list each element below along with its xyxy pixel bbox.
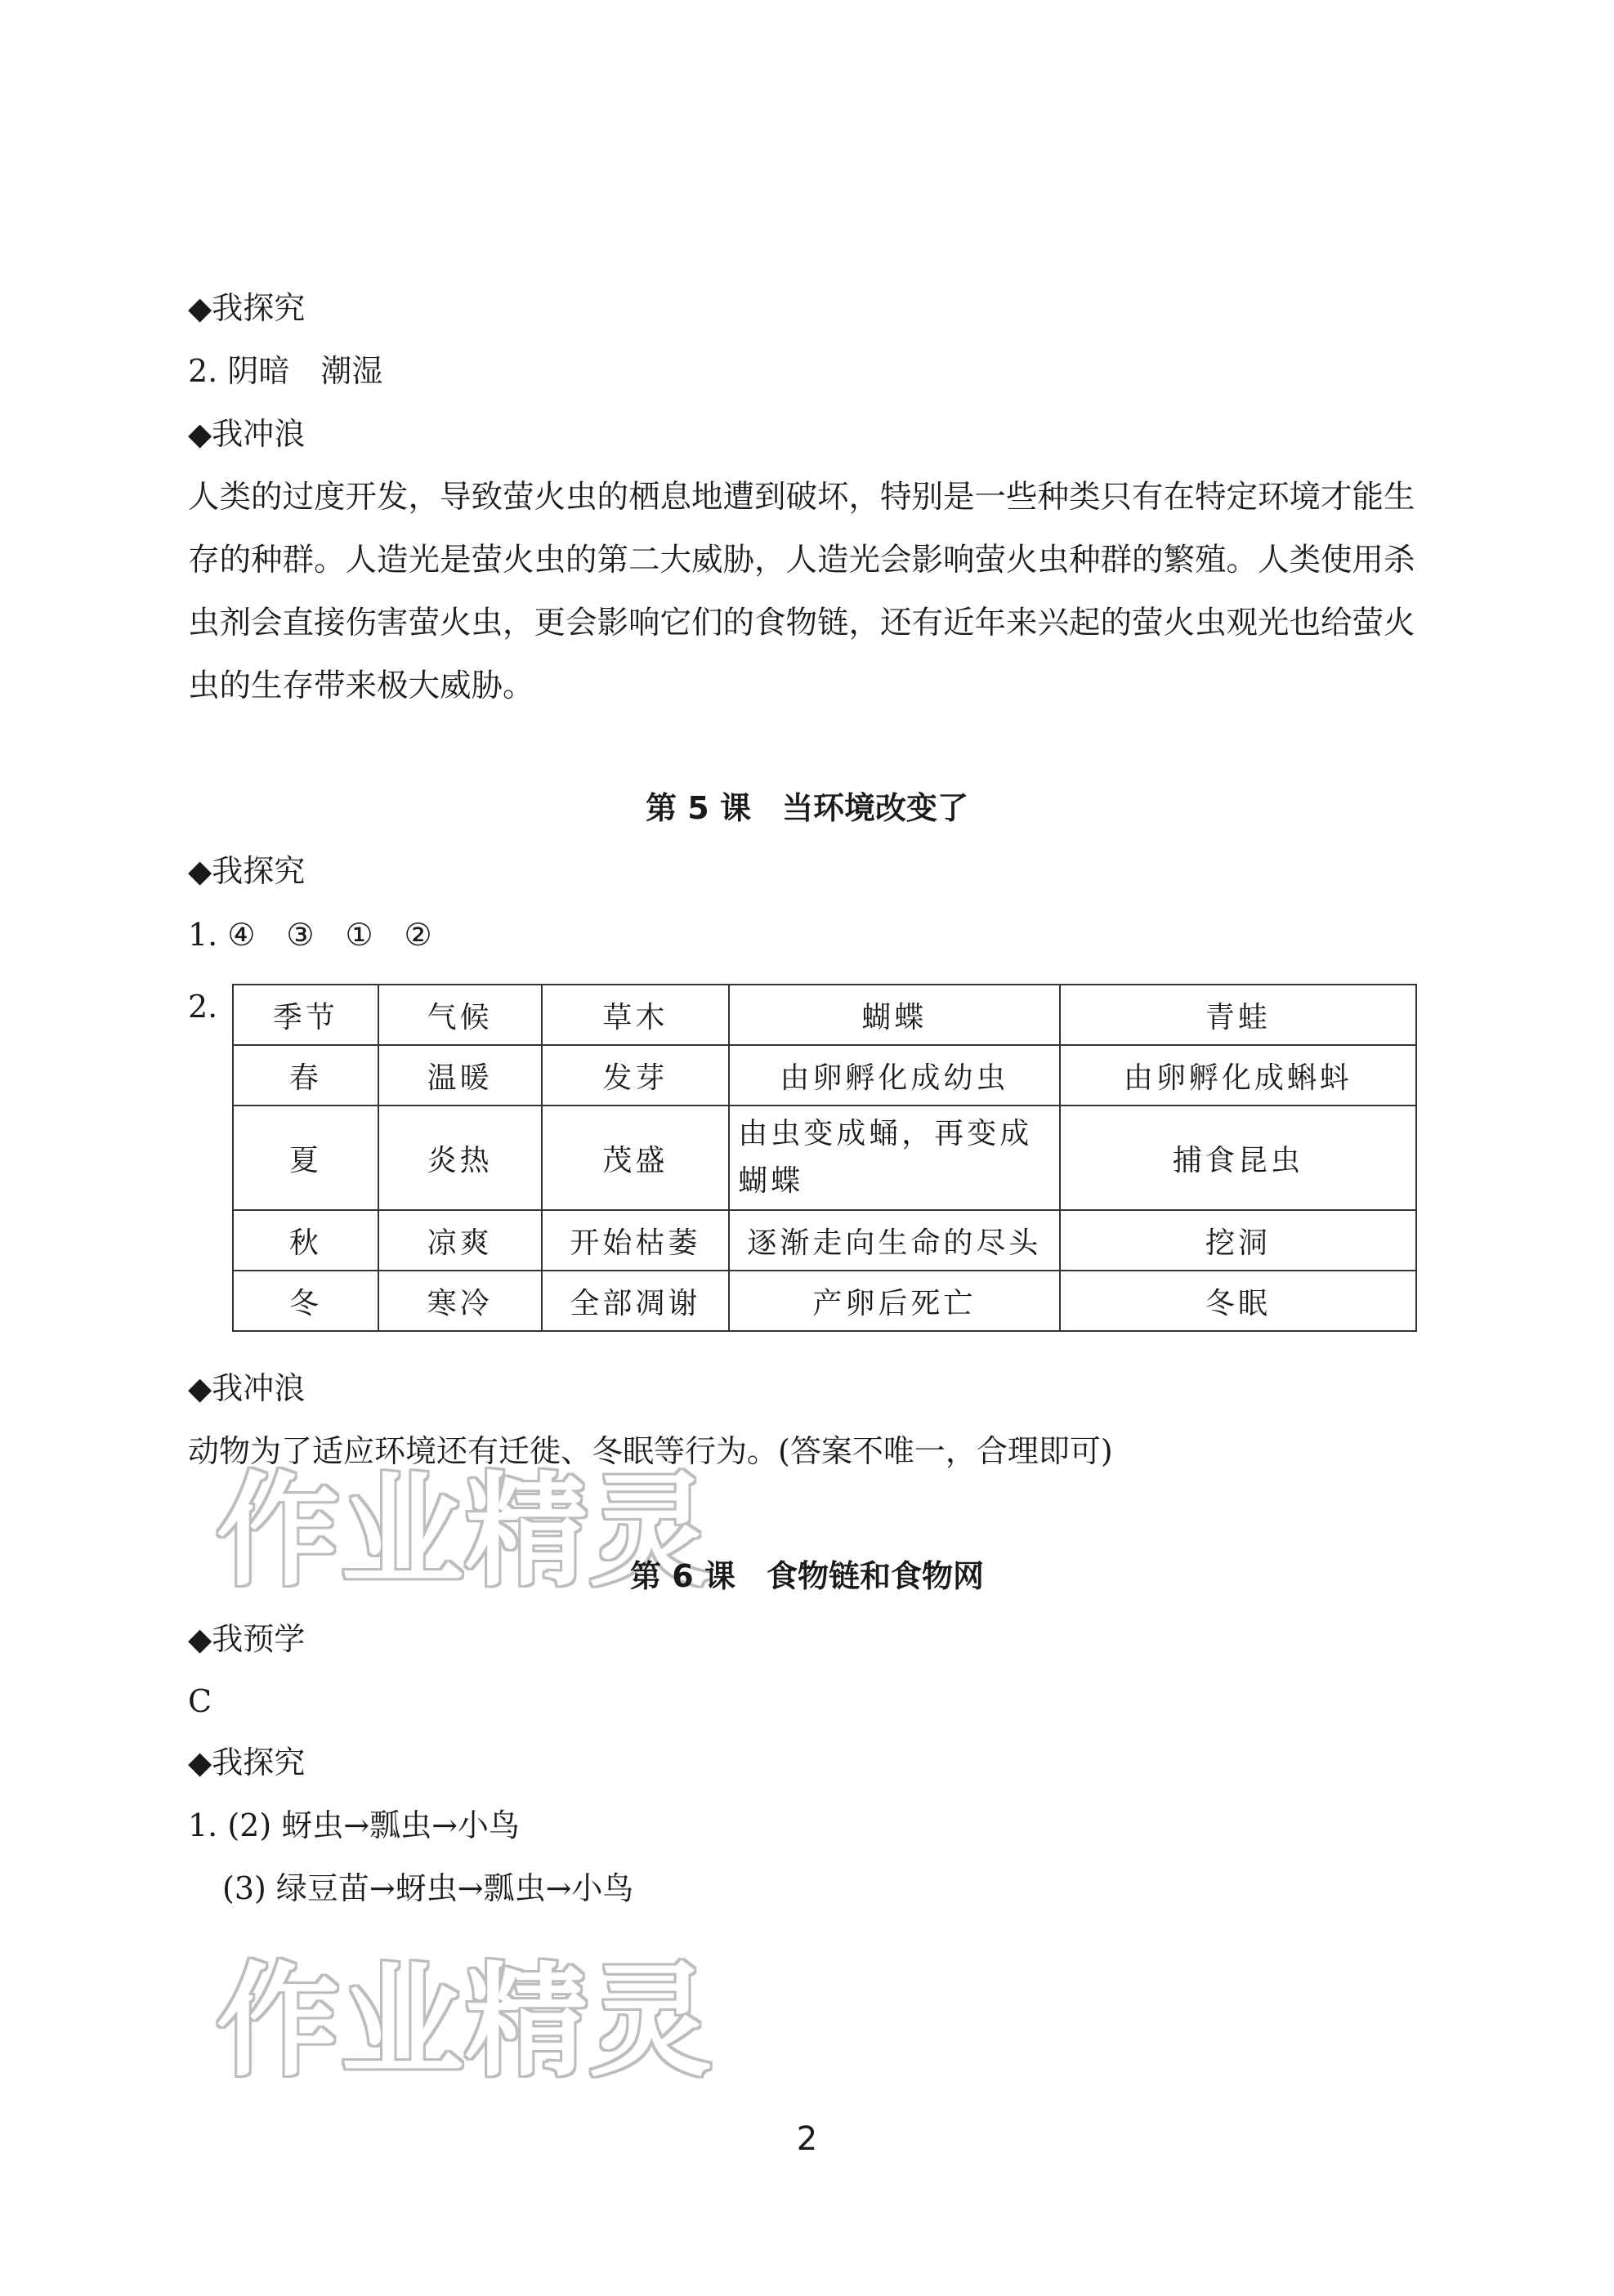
table-header-cell: 蝴蝶 (729, 985, 1059, 1045)
table-cell: 冬眠 (1060, 1271, 1416, 1331)
lesson-6-title: 第 6 课 食物链和食物网 (630, 1558, 984, 1594)
section-heading-surf: ◆我冲浪 (188, 416, 306, 452)
table-cell: 夏 (233, 1106, 378, 1210)
table-cell: 捕食昆虫 (1060, 1106, 1416, 1210)
table-cell: 由卵孵化成蝌蚪 (1060, 1045, 1416, 1106)
lesson-5-title: 第 5 课 当环境改变了 (646, 790, 968, 826)
table-cell: 寒冷 (378, 1271, 542, 1331)
lesson-5-heading-explore: ◆我探究 (188, 853, 306, 889)
table-cell: 茂盛 (542, 1106, 730, 1210)
table-cell: 发芽 (542, 1045, 730, 1106)
table-cell: 凉爽 (378, 1210, 542, 1271)
surf-paragraph: 人类的过度开发，导致萤火虫的栖息地遭到破坏，特别是一些种类只有在特定环境才能生存的种群。人造光是萤火虫的第二大威胁，人造光会影响萤火虫种群的繁殖。人类使用杀虫剂会直接伤害萤火虫，更会影响它们的食物链，还有近年来兴起的萤火虫观光也给萤火虫的生存带来极大威胁。 (188, 479, 1415, 704)
table-row (233, 1106, 1416, 1210)
table-cell: 挖洞 (1060, 1210, 1416, 1271)
lesson-6-preview-answer: C (188, 1683, 212, 1719)
table-cell: 由虫变成蛹，再变成蝴蝶 (729, 1106, 1059, 1210)
answer-2: 2. 阴暗 潮湿 (188, 353, 383, 389)
table-cell: 冬 (233, 1271, 378, 1331)
table-cell: 炎热 (378, 1106, 542, 1210)
lesson-6-heading-explore: ◆我探究 (188, 1744, 306, 1780)
lesson-5-surf-answer: 动物为了适应环境还有迁徙、冬眠等行为。(答案不唯一，合理即可) (188, 1433, 1113, 1469)
table-header-cell: 气候 (378, 985, 542, 1045)
table-header-cell: 青蛙 (1060, 985, 1416, 1045)
lesson-6-answer-1-2: 1. (2) 蚜虫→瓢虫→小鸟 (188, 1807, 520, 1843)
table-cell: 全部凋谢 (542, 1271, 730, 1331)
table-cell: 春 (233, 1045, 378, 1106)
table-header-cell: 草木 (542, 985, 730, 1045)
section-heading-explore: ◆我探究 (188, 290, 306, 326)
table-row (233, 1210, 1416, 1271)
table-cell: 开始枯萎 (542, 1210, 730, 1271)
table-cell: 秋 (233, 1210, 378, 1271)
table-row (233, 1271, 1416, 1331)
lesson-6-answer-1-3: (3) 绿豆苗→蚜虫→瓢虫→小鸟 (222, 1870, 634, 1906)
table-cell: 逐渐走向生命的尽头 (729, 1210, 1059, 1271)
table-cell: 温暖 (378, 1045, 542, 1106)
lesson-6-heading-preview: ◆我预学 (188, 1621, 306, 1657)
table-cell: 由卵孵化成幼虫 (729, 1045, 1059, 1106)
lesson-5-answer-2-number: 2. (188, 989, 218, 1025)
lesson-5-heading-surf: ◆我冲浪 (188, 1370, 306, 1406)
table-header-cell: 季节 (233, 985, 378, 1045)
table-cell: 产卵后死亡 (729, 1271, 1059, 1331)
season-table (232, 984, 1417, 1332)
watermark: 作业精灵 (217, 1461, 714, 1603)
page-number: 2 (796, 2120, 818, 2158)
watermark: 作业精灵 (217, 1951, 714, 2093)
lesson-5-answer-1: 1. ④ ③ ① ② (188, 917, 432, 953)
table-header-row (233, 985, 1416, 1045)
table-row (233, 1045, 1416, 1106)
